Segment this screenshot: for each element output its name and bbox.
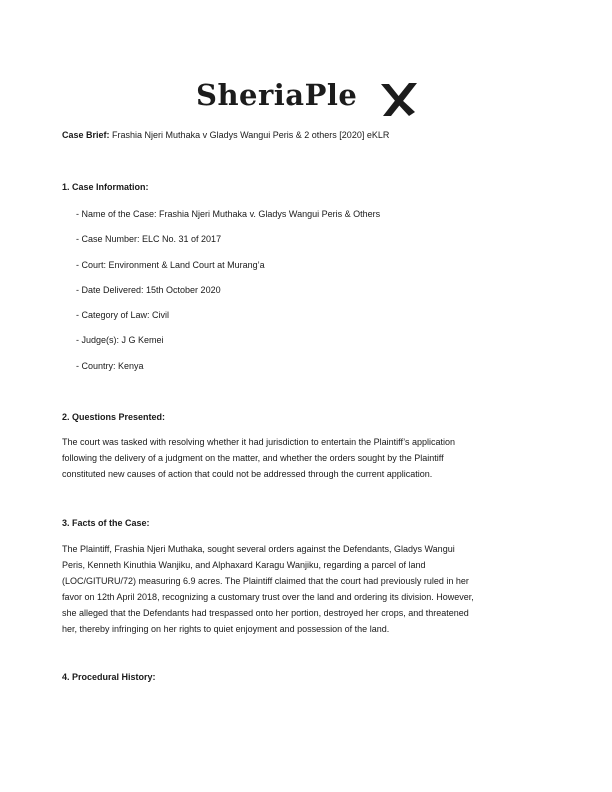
paragraph-line: she alleged that the Defendants had trespassed onto her portion, destroyed her crops, and threatened [62, 608, 469, 618]
questions-paragraph [62, 434, 542, 482]
paragraph-line: (LOC/GITURU/72) measuring 6.9 acres. The Plaintiff claimed that the court had previously ruled in her [62, 576, 469, 586]
paragraph-line: her, thereby infringing on her rights to quiet enjoyment and possession of the land. [62, 624, 390, 634]
facts-paragraph [62, 541, 542, 637]
paragraph-line: Peris, Kenneth Kinuthia Wanjiku, and Alphaxard Karagu Wanjiku, regarding a parcel of land [62, 560, 426, 570]
section-heading-facts: 3. Facts of the Case: [62, 518, 150, 528]
paragraph-line: favor on 12th April 2018, recognizing a customary trust over the land and ordering its division. However, [62, 592, 474, 602]
logo-x-mark-icon [379, 82, 419, 118]
list-item: - Court: Environment & Land Court at Murang’a [76, 260, 265, 270]
paragraph-line: constituted new causes of action that could not be addressed through the current application. [62, 469, 433, 479]
paragraph-line: following the delivery of a judgment on the matter, and whether the orders sought by the Plaintiff [62, 453, 444, 463]
logo-wordmark: SheriaPle [196, 78, 358, 112]
section-heading-procedural-history: 4. Procedural History: [62, 672, 156, 682]
section-heading-case-information: 1. Case Information: [62, 182, 149, 192]
list-item: - Name of the Case: Frashia Njeri Muthaka v. Gladys Wangui Peris & Others [76, 209, 381, 219]
case-brief-label: Case Brief: [62, 130, 110, 140]
case-brief-title [62, 130, 389, 140]
case-brief-name: Frashia Njeri Muthaka v Gladys Wangui Peris & 2 others [2020] eKLR [112, 130, 390, 140]
sheriaplex-logo [0, 76, 612, 120]
list-item: - Judge(s): J G Kemei [76, 335, 164, 345]
list-item: - Category of Law: Civil [76, 310, 170, 320]
section-heading-questions-presented: 2. Questions Presented: [62, 412, 166, 422]
list-item: - Date Delivered: 15th October 2020 [76, 285, 221, 295]
paragraph-line: The court was tasked with resolving whether it had jurisdiction to entertain the Plaintiff’s application [62, 437, 456, 447]
list-item: - Country: Kenya [76, 361, 144, 371]
list-item: - Case Number: ELC No. 31 of 2017 [76, 234, 222, 244]
paragraph-line: The Plaintiff, Frashia Njeri Muthaka, sought several orders against the Defendants, Gladys Wangui [62, 544, 455, 554]
